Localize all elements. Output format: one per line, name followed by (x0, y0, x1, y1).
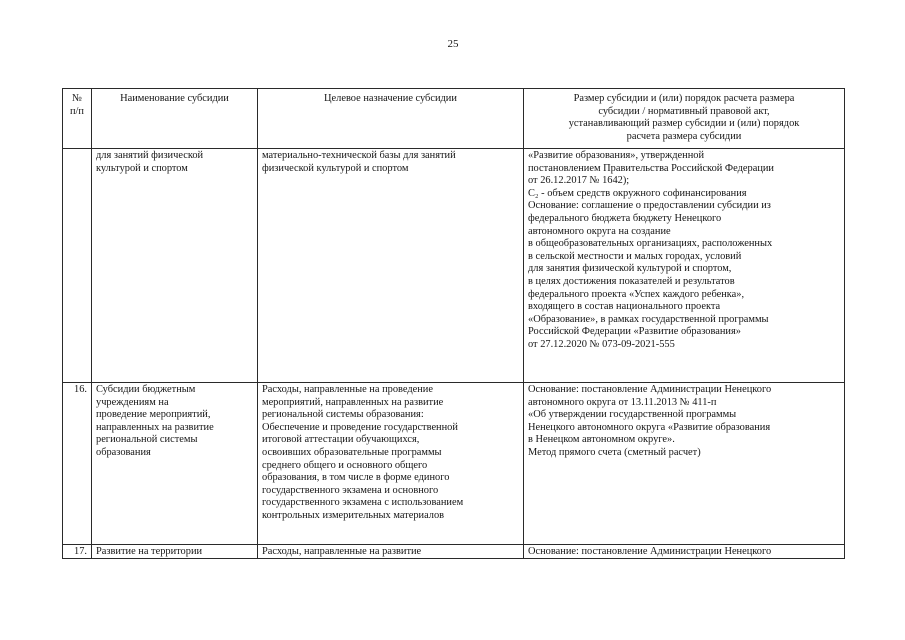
text-line: государственного экзамена и основного (262, 484, 439, 496)
page-number: 25 (447, 38, 459, 50)
text-line: Размер субсидии и (или) порядок расчета размера (573, 93, 795, 104)
text-line: устанавливающий размер субсидии и (или) порядок (568, 118, 800, 130)
subsidy-amount-cell (524, 545, 845, 559)
header-amount (524, 89, 845, 149)
subsidy-name-cell (92, 149, 258, 383)
text-line: федерального проекта «Успех каждого ребенка», (528, 288, 745, 300)
subsidy-table (62, 88, 845, 559)
row-number: 17. (63, 545, 92, 559)
text-line: Развитие на территории (96, 546, 203, 557)
text-line: «Образование», в рамках государственной программы (528, 313, 769, 325)
table-row (63, 545, 845, 559)
text-line: в целях достижения показателей и результатов (528, 275, 735, 287)
subsidy-name-cell (92, 545, 258, 559)
text-line: учреждениям на (96, 396, 169, 408)
text-line: Целевое назначение субсидии (324, 93, 457, 104)
text-line: контрольных измерительных материалов (262, 509, 445, 521)
text-line: региональной системы образования: (262, 409, 424, 421)
text-line: физической культурой и спортом (262, 162, 409, 174)
subsidy-name-cell (92, 383, 258, 545)
header-num (63, 89, 92, 149)
text-line: расчета размера субсидии (626, 130, 742, 142)
subsidy-amount-cell (524, 149, 845, 383)
text-line: образования (96, 446, 151, 458)
text-line: материально-технической базы для занятий (262, 150, 456, 161)
text-line: «Развитие образования», утвержденной (528, 150, 705, 161)
text-line: автономного округа на создание (528, 225, 671, 237)
text-line: п/п (69, 105, 84, 117)
text-line: Расходы, направленные на проведение (262, 384, 433, 395)
text-line: постановлением Правительства Российской Федерации (528, 162, 774, 174)
text-line: государственного экзамена с использованием (262, 497, 464, 509)
text-line: региональной системы (96, 434, 198, 446)
text-line: в Ненецком автономном округе». (528, 434, 675, 446)
text-line: в сельской местности и малых городах, условий (528, 250, 742, 262)
text-line: направленных на развитие (96, 421, 214, 433)
text-line: освоивших образовательные программы (262, 446, 442, 458)
text-line: Наименование субсидии (120, 93, 229, 104)
text-line: для занятия физической культурой и спортом, (528, 263, 732, 275)
text-line: итоговой аттестации обучающихся, (262, 434, 420, 446)
header-name (92, 89, 258, 149)
header-purpose (258, 89, 524, 149)
text-line: в общеобразовательных организациях, расположенных (528, 238, 773, 250)
text-line: Основание: постановление Администрации Ненецкого (528, 384, 772, 395)
text-line: Субсидии бюджетным (96, 384, 196, 395)
text-line: Основание: постановление Администрации Ненецкого (528, 546, 772, 557)
text-line: C₂ - объем средств окружного софинансирования (528, 187, 747, 199)
text-line: среднего общего и основного общего (262, 459, 428, 471)
text-line: № (72, 93, 82, 104)
text-line: образования, в том числе в форме единого (262, 472, 450, 484)
text-line: для занятий физической (96, 150, 204, 161)
text-line: федерального бюджета бюджету Ненецкого (528, 212, 722, 224)
text-line: культурой и спортом (96, 162, 188, 174)
table-row (63, 149, 845, 383)
text-line: «Об утверждении государственной программы (528, 409, 737, 421)
text-line: от 26.12.2017 № 1642); (528, 175, 630, 187)
text-line: субсидии / нормативный правовой акт, (598, 105, 770, 117)
subsidy-amount-cell (524, 383, 845, 545)
text-line: мероприятий, направленных на развитие (262, 396, 444, 408)
text-line: входящего в состав национального проекта (528, 301, 721, 313)
subsidy-purpose-cell (258, 383, 524, 545)
table-row (63, 383, 845, 545)
text-line: Российской Федерации «Развитие образования» (528, 326, 741, 338)
subsidy-purpose-cell (258, 545, 524, 559)
text-line: автономного округа от 13.11.2013 № 411-п (528, 396, 717, 408)
row-number: 16. (63, 383, 92, 545)
text-line: Ненецкого автономного округа «Развитие образования (528, 421, 771, 433)
text-line: от 27.12.2020 № 073-09-2021-555 (528, 338, 675, 350)
table-header-row (63, 89, 845, 149)
row-number (63, 149, 92, 383)
text-line: Основание: соглашение о предоставлении субсидии из (528, 200, 771, 212)
text-line: Обеспечение и проведение государственной (262, 421, 458, 433)
text-line: проведение мероприятий, (96, 409, 211, 421)
text-line: Метод прямого счета (сметный расчет) (528, 446, 701, 458)
text-line: Расходы, направленные на развитие (262, 546, 422, 557)
subsidy-purpose-cell (258, 149, 524, 383)
